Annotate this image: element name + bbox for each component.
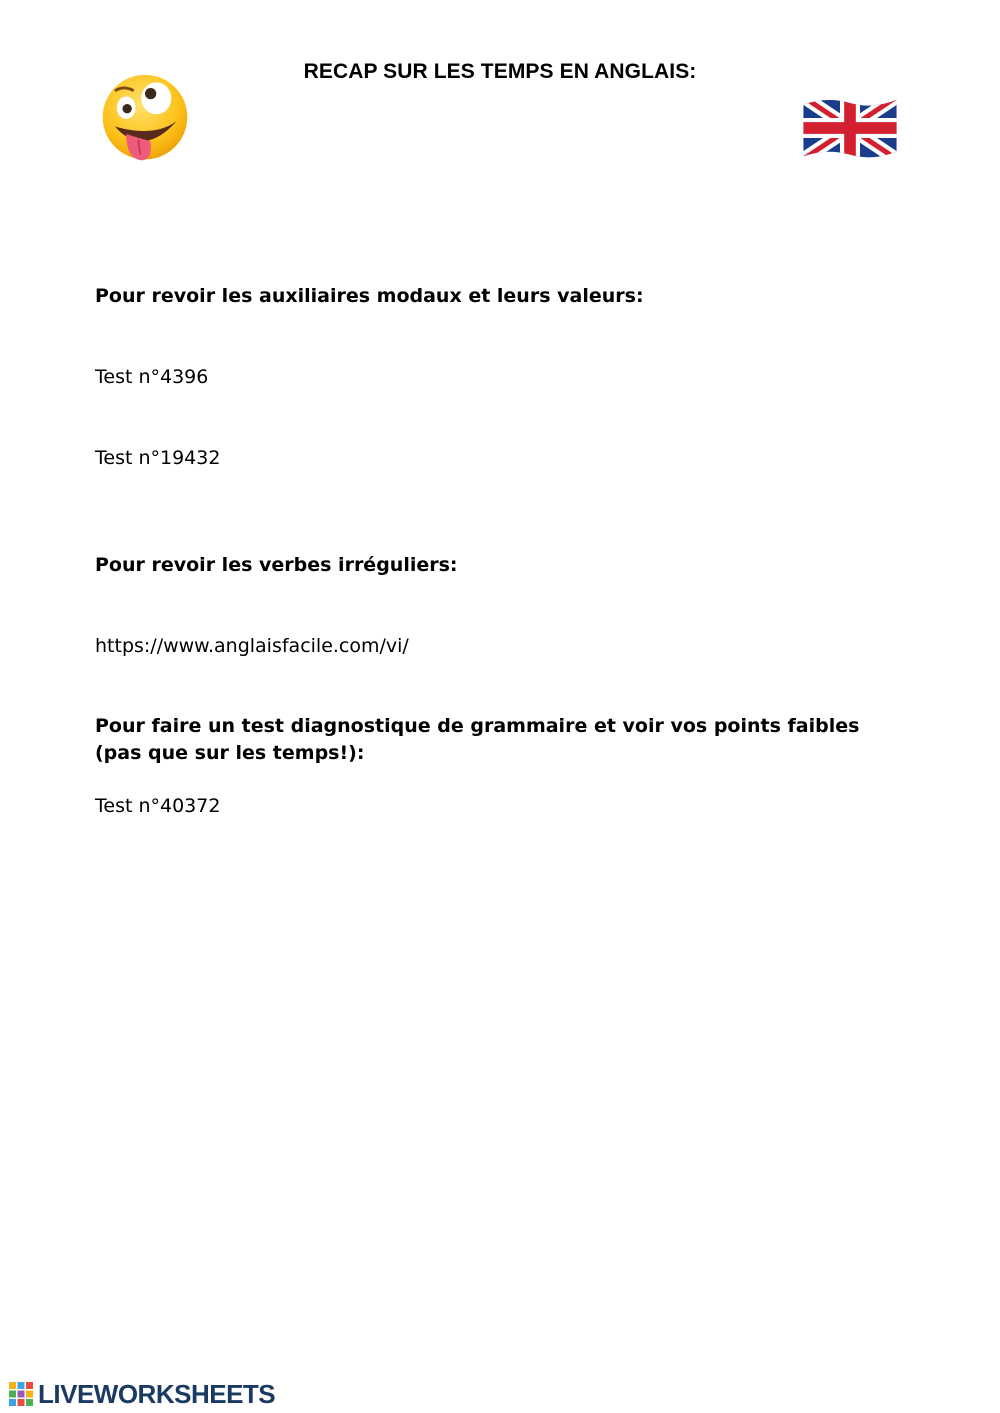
section-heading-irregular-verbs: Pour revoir les verbes irréguliers:: [95, 554, 458, 576]
test-link-4396[interactable]: Test n°4396: [95, 366, 209, 388]
united-kingdom-flag-icon: [800, 92, 900, 164]
test-link-40372[interactable]: Test n°40372: [95, 795, 221, 817]
footer-brand[interactable]: [8, 1380, 275, 1408]
page-title: RECAP SUR LES TEMPS EN ANGLAIS:: [303, 60, 697, 83]
footer-brand-label: LIVEWORKSHEETS: [38, 1378, 276, 1409]
test-link-19432[interactable]: Test n°19432: [95, 447, 221, 469]
zany-face-icon: [98, 72, 192, 166]
section-heading-diagnostic: Pour faire un test diagnostique de grammaire et voir vos points faibles (pas que sur les temps!):: [95, 715, 860, 764]
url-link-irregular-verbs[interactable]: https://www.anglaisfacile.com/vi/: [95, 635, 409, 657]
liveworksheets-logo-icon: [8, 1381, 34, 1407]
section-heading-modals: Pour revoir les auxiliaires modaux et leurs valeurs:: [95, 285, 644, 307]
